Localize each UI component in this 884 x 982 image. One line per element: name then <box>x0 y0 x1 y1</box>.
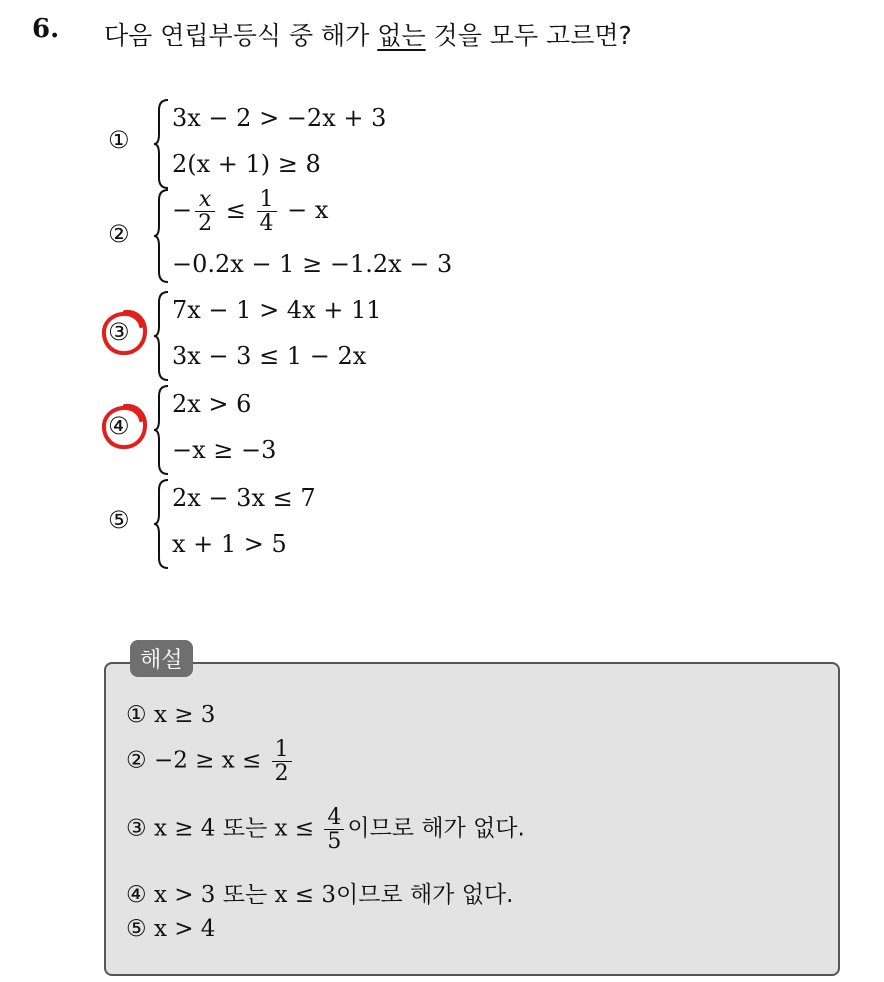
choice-2-label: ② <box>108 220 130 248</box>
choice-1-line-2: 2(x + 1) ≥ 8 <box>172 150 321 178</box>
left-brace-icon <box>152 290 172 382</box>
choice-4-label: ④ <box>108 412 130 440</box>
solution-item-5: ⑤ x > 4 <box>126 916 216 942</box>
choice-1-label: ① <box>108 126 130 154</box>
fraction-numerator: 1 <box>257 188 277 212</box>
question-number: 6. <box>32 14 60 44</box>
choice-4-line-1: 2x > 6 <box>172 390 252 418</box>
solution-item-2: ② −2 ≥ x ≤ $\frac{1}{2}$ <box>126 738 295 785</box>
question-text-before: 다음 연립부등식 중 해가 <box>104 21 378 50</box>
solution-item-4: ④ x > 3 또는 x ≤ 3이므로 해가 없다. <box>126 882 514 908</box>
leq-sign: ≤ <box>225 196 246 225</box>
choice-5 <box>108 478 608 570</box>
choice-3-label: ③ <box>108 318 130 346</box>
choice-3-line-2: 3x − 3 ≤ 1 − 2x <box>172 342 367 370</box>
question-text <box>104 16 632 52</box>
choice-3-line-1: 7x − 1 > 4x + 11 <box>172 296 382 324</box>
left-brace-icon <box>152 188 172 284</box>
solution-item-1: ① x ≥ 3 <box>126 702 216 728</box>
question-text-underlined: 없는 <box>377 21 426 50</box>
choice-2-line-2: −0.2x − 1 ≥ −1.2x − 3 <box>172 250 453 278</box>
fraction-denominator: 4 <box>259 211 274 237</box>
left-brace-icon <box>152 384 172 476</box>
choice-4-line-2: −x ≥ −3 <box>172 436 277 464</box>
choice-2 <box>108 188 608 284</box>
choice-5-line-2: x + 1 > 5 <box>172 530 287 558</box>
solution-title: 해설 <box>130 640 193 677</box>
choice-2-line-1 <box>172 188 328 235</box>
choice-5-line-1: 2x − 3x ≤ 7 <box>172 484 316 512</box>
fraction-numerator: x <box>195 188 215 212</box>
fraction-denominator: 2 <box>198 211 213 237</box>
left-brace-icon <box>152 478 172 570</box>
question-text-after: 것을 모두 고르면? <box>425 21 632 50</box>
choice-4 <box>108 384 608 476</box>
minus-x: − x <box>287 196 329 225</box>
red-circle-mark-icon <box>98 306 152 360</box>
choice-3 <box>108 290 608 382</box>
solution-item-3: ③ x ≥ 4 또는 x ≤ $\frac{4}{5}$ 이므로 해가 없다. <box>126 805 525 855</box>
minus-sign: − <box>172 196 193 225</box>
left-brace-icon <box>152 98 172 190</box>
red-circle-mark-icon <box>98 400 152 454</box>
choice-1-line-1: 3x − 2 > −2x + 3 <box>172 104 387 132</box>
choice-1 <box>108 98 608 190</box>
choice-5-label: ⑤ <box>108 506 130 534</box>
